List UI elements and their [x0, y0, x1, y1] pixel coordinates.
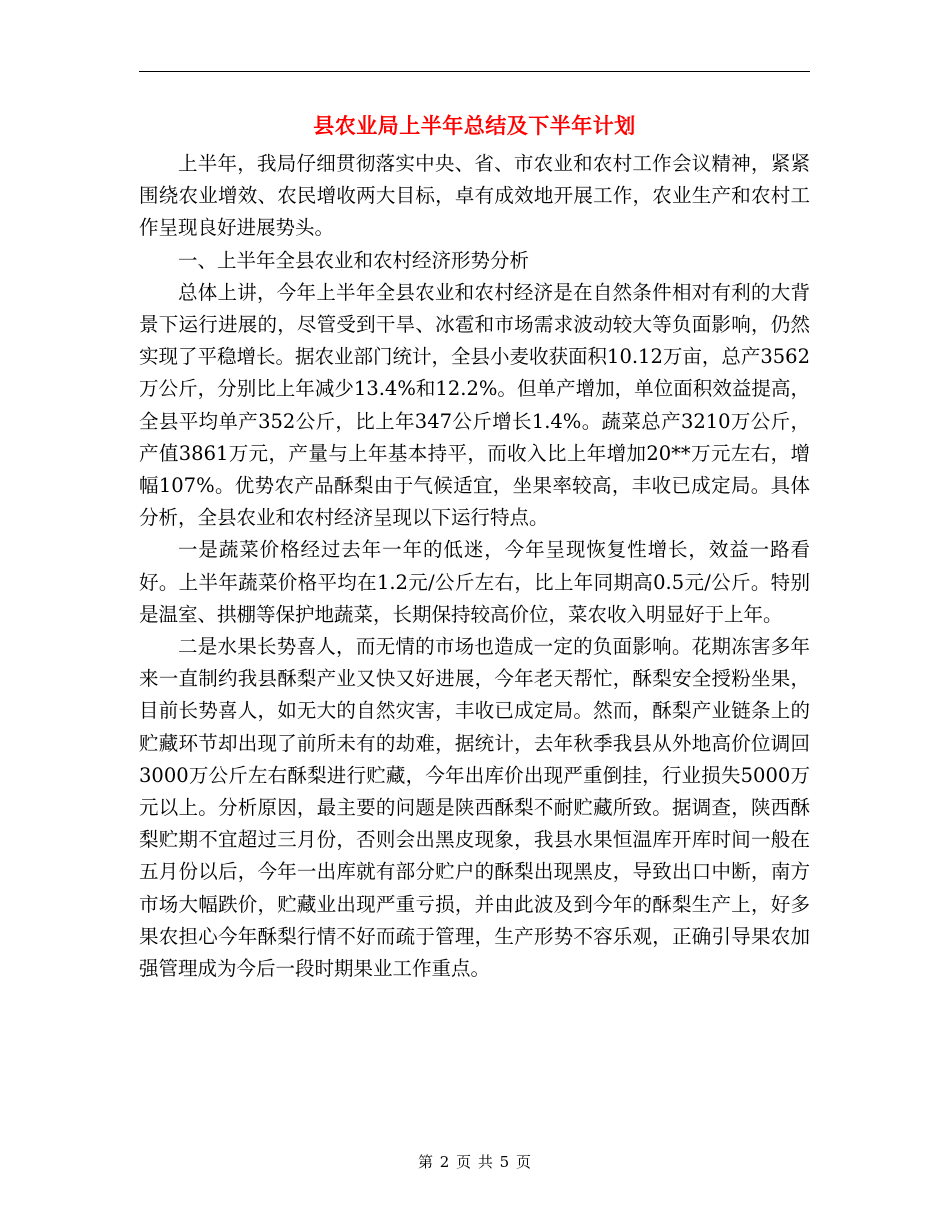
- paragraph-overview: 总体上讲，今年上半年全县农业和农村经济是在自然条件相对有利的大背景下运行进展的，尽管受到干旱、冰雹和市场需求波动较大等负面影响，仍然实现了平稳增长。据农业部门统计，全县小麦收获面积10.12万亩，总产3562万公斤，分别比上年减少13.4%和12.2%。但单产增加，单位面积效益提高，全县平均单产352公斤，比上年347公斤增长1.4%。蔬菜总产3210万公斤，产值3861万元，产量与上年基本持平，而收入比上年增加20**万元左右，增幅107%。优势农产品酥梨由于气候适宜，坐果率较高，丰收已成定局。具体分析，全县农业和农村经济呈现以下运行特点。: [139, 280, 810, 530]
- paragraph-intro: 上半年，我局仔细贯彻落实中央、省、市农业和农村工作会议精神，紧紧围绕农业增效、农民增收两大目标，卓有成效地开展工作，农业生产和农村工作呈现良好进展势头。: [139, 152, 810, 240]
- section-heading: 一、上半年全县农业和农村经济形势分析: [178, 248, 530, 272]
- document-body: [139, 148, 810, 985]
- page-footer: 第 2 页 共 5 页: [418, 1153, 532, 1171]
- paragraph-fruit: 二是水果长势喜人，而无情的市场也造成一定的负面影响。花期冻害多年来一直制约我县酥梨产业又快又好进展，今年老天帮忙，酥梨安全授粉坐果，目前长势喜人，如无大的自然灾害，丰收已成定局。然而，酥梨产业链条上的贮藏环节却出现了前所未有的劫难，据统计，去年秋季我县从外地高价位调回3000万公斤左右酥梨进行贮藏，今年出库价出现严重倒挂，行业损失5000万元以上。分析原因，最主要的问题是陕西酥梨不耐贮藏所致。据调查，陕西酥梨贮期不宜超过三月份，否则会出黑皮现象，我县水果恒温库开库时间一般在五月份以后，今年一出库就有部分贮户的酥梨出现黑皮，导致出口中断，南方市场大幅跌价，贮藏业出现严重亏损，并由此波及到今年的酥梨生产上，好多果农担心今年酥梨行情不好而疏于管理，生产形势不容乐观，正确引导果农加强管理成为今后一段时期果业工作重点。: [139, 635, 810, 981]
- paragraph-vegetables: 一是蔬菜价格经过去年一年的低迷，今年呈现恢复性增长，效益一路看好。上半年蔬菜价格平均在1.2元/公斤左右，比上年同期高0.5元/公斤。特别是温室、拱棚等保护地蔬菜，长期保持较高价位，菜农收入明显好于上年。: [139, 538, 810, 626]
- document-title: 县农业局上半年总结及下半年计划: [313, 113, 636, 138]
- header-rule: [139, 71, 810, 72]
